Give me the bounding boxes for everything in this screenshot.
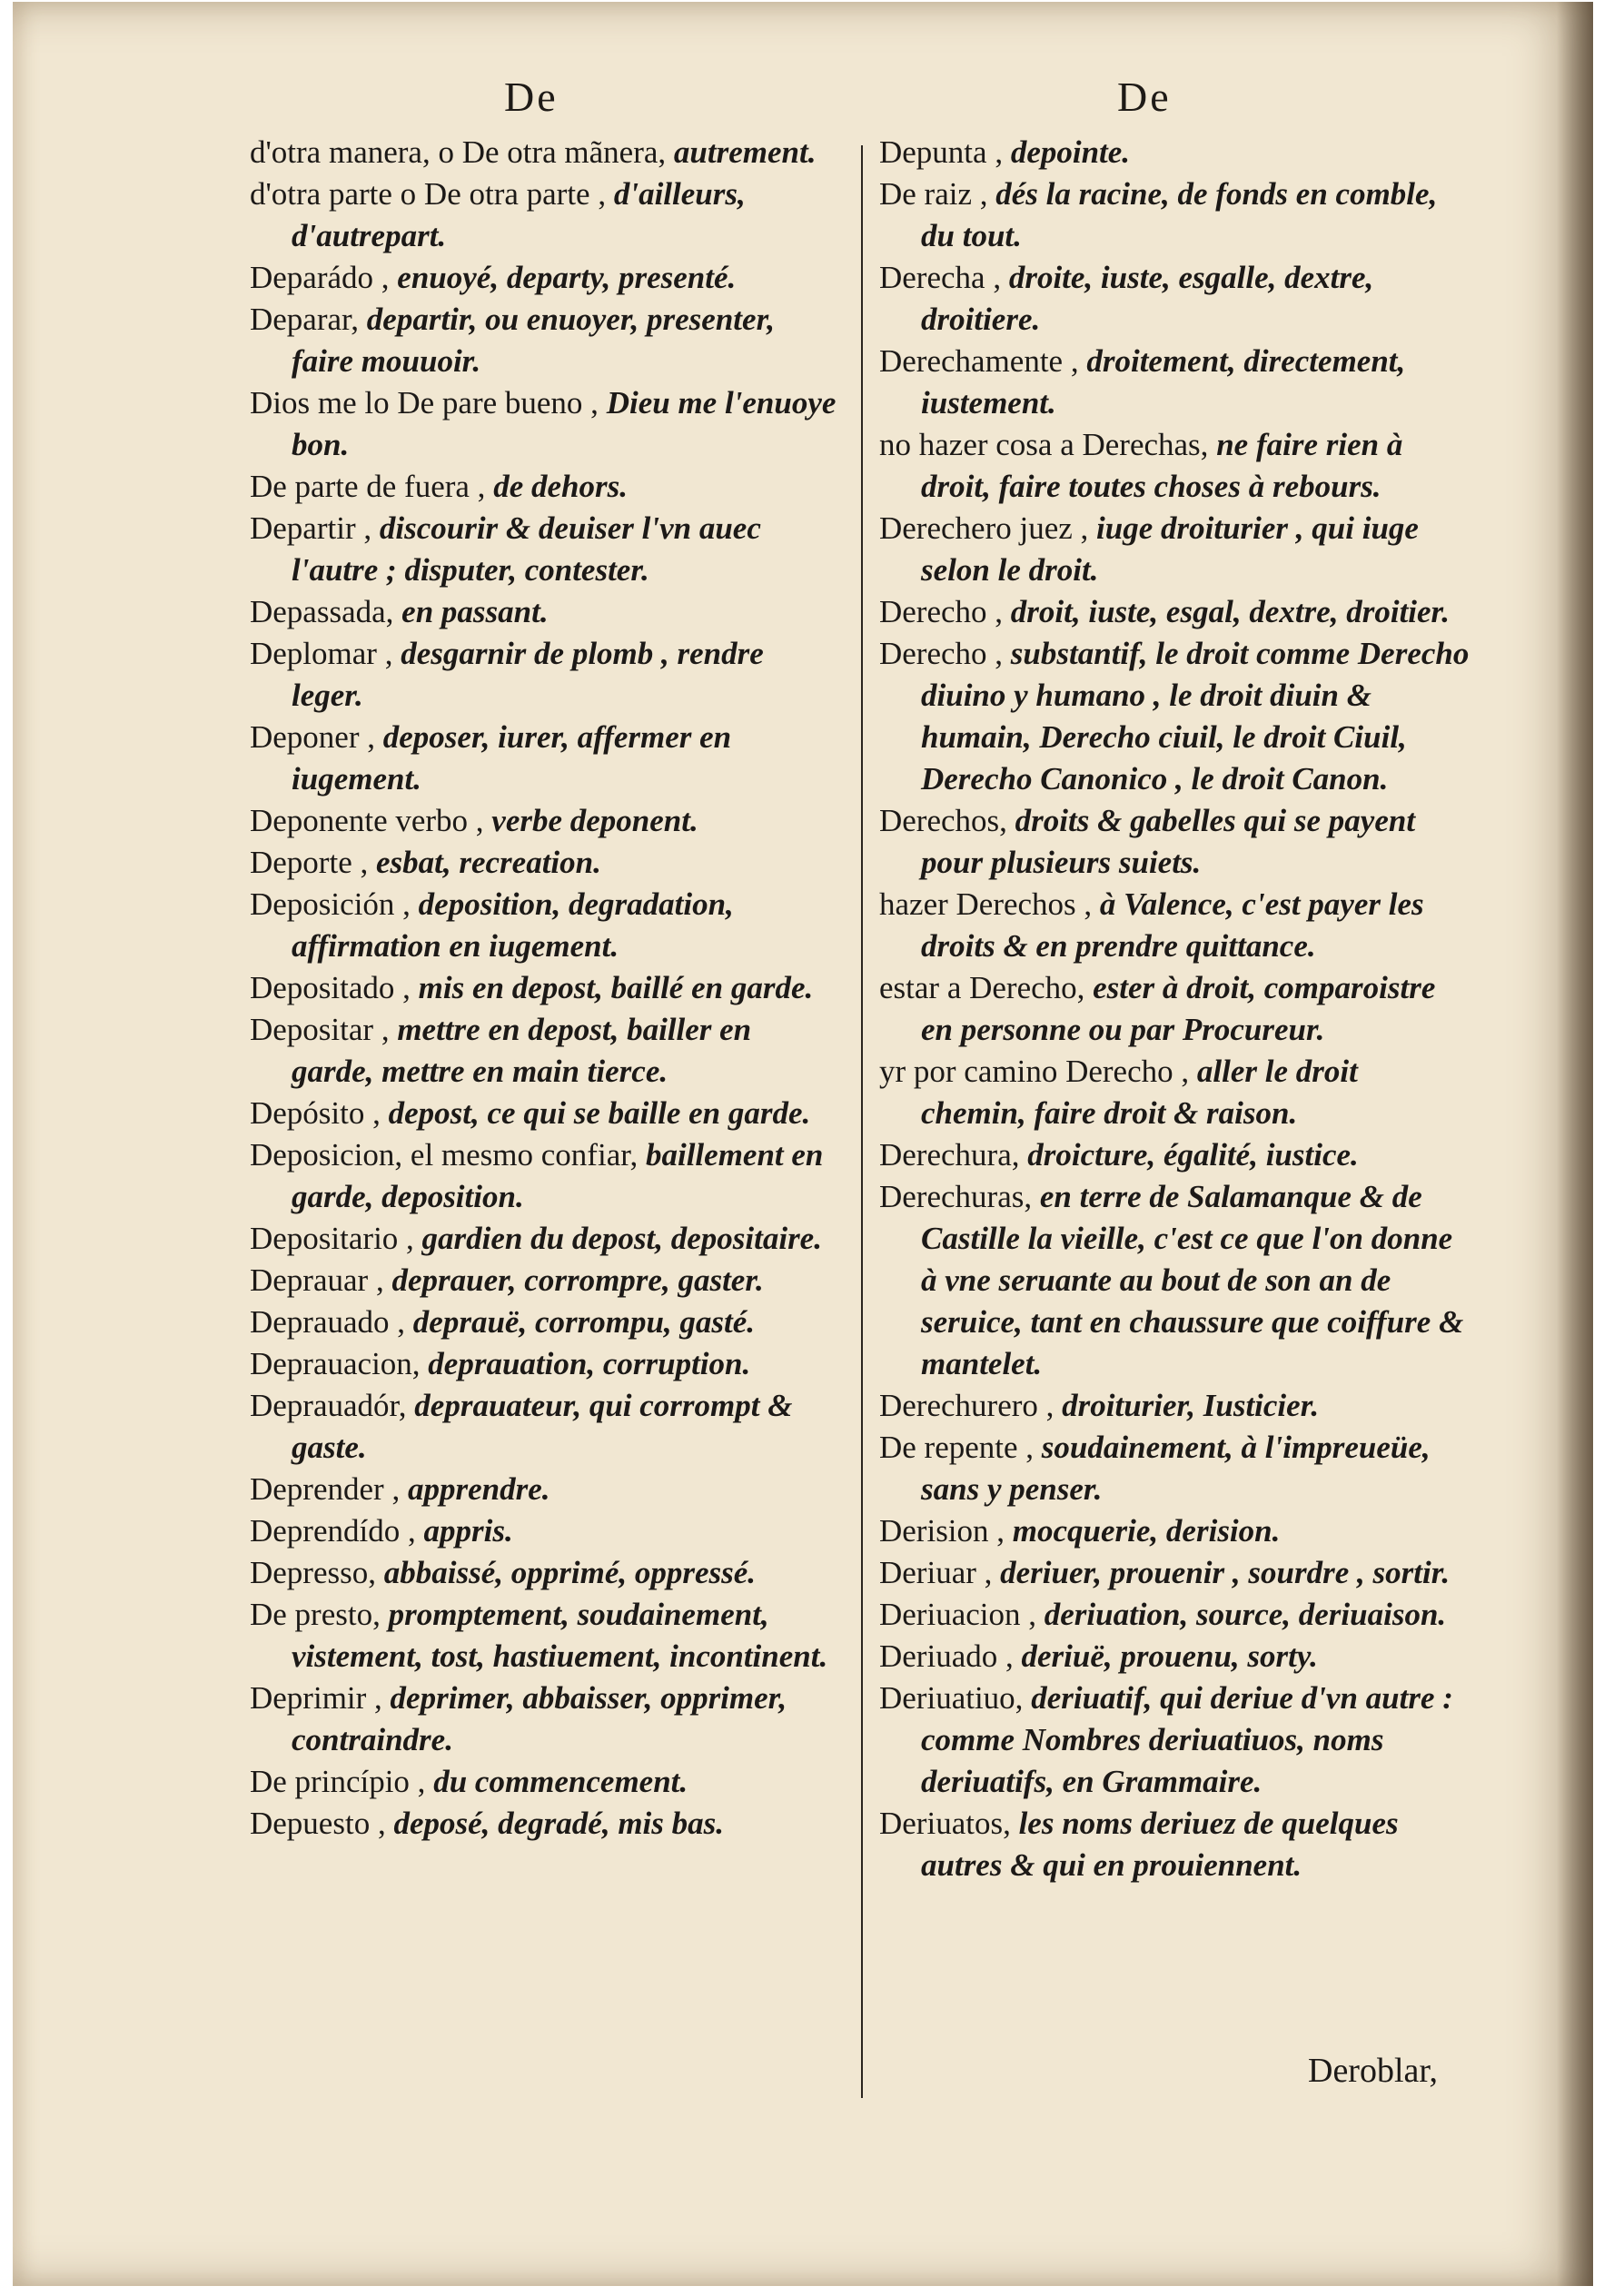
entry-translation: soudainement, à l'impreueüe, sans y penser. bbox=[921, 1430, 1431, 1507]
entry-headword: Depuesto , bbox=[250, 1806, 394, 1841]
dictionary-entry bbox=[879, 1803, 1470, 1886]
dictionary-entry bbox=[879, 1552, 1470, 1594]
dictionary-entry bbox=[879, 257, 1470, 341]
dictionary-entry bbox=[250, 1552, 840, 1594]
dictionary-entry bbox=[879, 1510, 1470, 1552]
entry-headword: Depunta , bbox=[879, 134, 1011, 170]
entry-headword: Departir , bbox=[250, 510, 380, 546]
entry-headword: Dios me lo De pare bueno , bbox=[250, 385, 607, 421]
entry-headword: Derechuras, bbox=[879, 1179, 1040, 1214]
entry-translation: droicture, égalité, iustice. bbox=[1027, 1137, 1359, 1173]
dictionary-entry bbox=[250, 1343, 840, 1385]
entry-translation: deposer, iurer, affermer en iugement. bbox=[292, 719, 732, 797]
dictionary-entry bbox=[250, 299, 840, 382]
entry-translation: droiturier, Iusticier. bbox=[1062, 1388, 1320, 1423]
entry-translation: deriuë, prouenu, sorty. bbox=[1021, 1638, 1318, 1674]
dictionary-entry bbox=[250, 1301, 840, 1343]
dictionary-entry bbox=[879, 1176, 1470, 1385]
dictionary-entry bbox=[879, 341, 1470, 424]
dictionary-entry bbox=[879, 1677, 1470, 1803]
entry-headword: Derechura, bbox=[879, 1137, 1028, 1173]
entry-translation: deprauateur, qui corrompt & gaste. bbox=[292, 1388, 793, 1465]
dictionary-entry bbox=[879, 132, 1470, 173]
column-divider bbox=[861, 145, 863, 2098]
entry-headword: hazer Derechos , bbox=[879, 886, 1100, 922]
entry-translation: deriuer, prouenir , sourdre , sortir. bbox=[1000, 1555, 1451, 1590]
entry-translation: Dieu me l'enuoye bon. bbox=[292, 385, 837, 462]
entry-headword: Depósito , bbox=[250, 1095, 389, 1131]
entry-translation: en terre de Salamanque & de Castille la vieille, c'est ce que l'on donne à vne seruante au bout de son an de seruice, tant en chaussure que coiffure & mantelet. bbox=[921, 1179, 1464, 1381]
dictionary-entry bbox=[250, 591, 840, 633]
entry-translation: deprauë, corrompu, gasté. bbox=[412, 1304, 756, 1340]
dictionary-entry bbox=[879, 1051, 1470, 1134]
dictionary-entry bbox=[250, 1134, 840, 1218]
entry-headword: Deriuatos, bbox=[879, 1806, 1019, 1841]
dictionary-entry bbox=[879, 1385, 1470, 1427]
entry-headword: Deprauado , bbox=[250, 1304, 413, 1340]
entry-translation: apprendre. bbox=[407, 1471, 550, 1507]
entry-headword: Depassada, bbox=[250, 594, 402, 629]
entry-headword: Deposicion, el mesmo confiar, bbox=[250, 1137, 646, 1173]
entry-headword: Deprimir , bbox=[250, 1680, 391, 1716]
entry-headword: Depresso, bbox=[250, 1555, 384, 1590]
entry-translation: en passant. bbox=[401, 594, 549, 629]
entry-translation: autrement. bbox=[673, 134, 817, 170]
entry-translation: verbe deponent. bbox=[491, 803, 698, 838]
entry-translation: d'ailleurs, d'autrepart. bbox=[292, 176, 746, 253]
entry-translation: aller le droit chemin, faire droit & raison. bbox=[921, 1054, 1358, 1131]
entry-headword: Derision , bbox=[879, 1513, 1013, 1549]
entry-headword: Derecha , bbox=[879, 260, 1009, 295]
entry-translation: depointe. bbox=[1010, 134, 1131, 170]
entry-headword: Derecho , bbox=[879, 636, 1011, 671]
entry-translation: esbat, recreation. bbox=[375, 845, 601, 880]
entry-translation: de dehors. bbox=[493, 469, 628, 504]
dictionary-entry bbox=[250, 508, 840, 591]
dictionary-entry bbox=[879, 591, 1470, 633]
dictionary-entry bbox=[250, 800, 840, 842]
entry-headword: Depositario , bbox=[250, 1221, 422, 1256]
entry-translation: dés la racine, de fonds en comble, du tout. bbox=[921, 176, 1438, 253]
entry-translation: deriuation, source, deriuaison. bbox=[1044, 1597, 1447, 1632]
dictionary-entry bbox=[879, 1594, 1470, 1636]
entry-headword: Deponente verbo , bbox=[250, 803, 492, 838]
dictionary-entry bbox=[879, 1427, 1470, 1510]
entry-translation: mocquerie, derision. bbox=[1012, 1513, 1281, 1549]
dictionary-entry bbox=[250, 1469, 840, 1510]
entry-headword: De raiz , bbox=[879, 176, 996, 212]
entry-translation: droitement, directement, iustement. bbox=[921, 343, 1406, 421]
entry-headword: Deporte , bbox=[250, 845, 376, 880]
dictionary-entry bbox=[250, 466, 840, 508]
entry-headword: Deprauar , bbox=[250, 1262, 392, 1298]
entry-translation: discourir & deuiser l'vn auec l'autre ; disputer, contester. bbox=[292, 510, 761, 588]
dictionary-entry bbox=[250, 173, 840, 257]
dictionary-entry bbox=[879, 1134, 1470, 1176]
entry-headword: De presto, bbox=[250, 1597, 389, 1632]
entry-headword: De parte de fuera , bbox=[250, 469, 494, 504]
entry-headword: Derechero juez , bbox=[879, 510, 1097, 546]
dictionary-entry bbox=[879, 800, 1470, 884]
dictionary-entry bbox=[250, 1218, 840, 1260]
entry-translation: ne faire rien à droit, faire toutes choses à rebours. bbox=[921, 427, 1403, 504]
entry-headword: Deparádo , bbox=[250, 260, 398, 295]
entry-headword: Derechos, bbox=[879, 803, 1015, 838]
entry-headword: no hazer cosa a Derechas, bbox=[879, 427, 1217, 462]
dictionary-entry bbox=[250, 1260, 840, 1301]
entry-headword: Deplomar , bbox=[250, 636, 401, 671]
entry-headword: Derechurero , bbox=[879, 1388, 1063, 1423]
entry-translation: deposé, degradé, mis bas. bbox=[393, 1806, 725, 1841]
dictionary-entry bbox=[879, 967, 1470, 1051]
entry-translation: deprimer, abbaisser, opprimer, contraindre. bbox=[292, 1680, 787, 1757]
entry-headword: Deprender , bbox=[250, 1471, 408, 1507]
entry-headword: Deposición , bbox=[250, 886, 419, 922]
dictionary-entry bbox=[250, 257, 840, 299]
entry-headword: Depositar , bbox=[250, 1012, 398, 1047]
entry-headword: Deparar, bbox=[250, 302, 367, 337]
entry-translation: substantif, le droit comme Derecho diuino y humano , le droit diuin & humain, Derecho ciuil, le droit Ciuil, Derecho Canonico , le droit Canon. bbox=[921, 636, 1470, 797]
dictionary-entry bbox=[250, 1677, 840, 1761]
right-column bbox=[879, 132, 1470, 1886]
entry-translation: droit, iuste, esgal, dextre, droitier. bbox=[1010, 594, 1450, 629]
entry-headword: estar a Derecho, bbox=[879, 970, 1094, 1005]
entry-translation: gardien du depost, depositaire. bbox=[421, 1221, 822, 1256]
entry-translation: promptement, soudainement, vistement, tost, hastiuement, incontinent. bbox=[292, 1597, 828, 1674]
entry-headword: Deponer , bbox=[250, 719, 383, 755]
entry-headword: yr por camino Derecho , bbox=[879, 1054, 1197, 1089]
entry-translation: enuoyé, departy, presenté. bbox=[397, 260, 737, 295]
entry-headword: Deriuatiuo, bbox=[879, 1680, 1032, 1716]
page-gutter-shadow bbox=[1557, 2, 1593, 2286]
dictionary-entry bbox=[250, 1761, 840, 1803]
entry-headword: Deprauadór, bbox=[250, 1388, 415, 1423]
dictionary-entry bbox=[250, 884, 840, 967]
entry-translation: deprauation, corruption. bbox=[428, 1346, 751, 1381]
entry-translation: mettre en depost, bailler en garde, mettre en main tierce. bbox=[292, 1012, 752, 1089]
entry-headword: Deprauacion, bbox=[250, 1346, 429, 1381]
entry-headword: De princípio , bbox=[250, 1764, 434, 1799]
dictionary-entry bbox=[250, 1385, 840, 1469]
entry-headword: Deriuacion , bbox=[879, 1597, 1045, 1632]
entry-translation: depost, ce qui se baille en garde. bbox=[388, 1095, 811, 1131]
right-running-head: De bbox=[1117, 74, 1172, 120]
entry-translation: baillement en garde, deposition. bbox=[292, 1137, 824, 1214]
dictionary-entry bbox=[250, 967, 840, 1009]
dictionary-entry bbox=[250, 1009, 840, 1093]
dictionary-entry bbox=[250, 132, 840, 173]
entry-headword: De repente , bbox=[879, 1430, 1042, 1465]
entry-translation: deriuatif, qui deriue d'vn autre : comme Nombres deriuatiuos, noms deriuatifs, en Grammaire. bbox=[921, 1680, 1453, 1799]
entry-headword: Deriuado , bbox=[879, 1638, 1022, 1674]
entry-translation: abbaissé, opprimé, oppressé. bbox=[383, 1555, 757, 1590]
dictionary-entry bbox=[250, 1510, 840, 1552]
dictionary-entry bbox=[250, 1093, 840, 1134]
entry-headword: Derecho , bbox=[879, 594, 1011, 629]
dictionary-entry bbox=[879, 884, 1470, 967]
entry-translation: ester à droit, comparoistre en personne ou par Procureur. bbox=[921, 970, 1436, 1047]
entry-translation: à Valence, c'est payer les droits & en prendre quittance. bbox=[921, 886, 1424, 964]
entry-translation: departir, ou enuoyer, presenter, faire mouuoir. bbox=[292, 302, 776, 379]
dictionary-entry bbox=[879, 508, 1470, 591]
left-running-head: De bbox=[504, 74, 559, 120]
entry-headword: Deriuar , bbox=[879, 1555, 1001, 1590]
dictionary-entry bbox=[250, 1594, 840, 1677]
entry-headword: Depositado , bbox=[250, 970, 419, 1005]
entry-translation: droite, iuste, esgalle, dextre, droitiere. bbox=[921, 260, 1374, 337]
dictionary-entry bbox=[250, 842, 840, 884]
left-column bbox=[250, 132, 840, 1845]
entry-headword: Derechamente , bbox=[879, 343, 1087, 379]
dictionary-entry bbox=[250, 717, 840, 800]
dictionary-entry bbox=[879, 173, 1470, 257]
entry-translation: deposition, degradation, affirmation en iugement. bbox=[292, 886, 734, 964]
entry-headword: d'otra parte o De otra parte , bbox=[250, 176, 614, 212]
dictionary-entry bbox=[250, 633, 840, 717]
entry-translation: appris. bbox=[423, 1513, 513, 1549]
entry-headword: Deprendído , bbox=[250, 1513, 424, 1549]
entry-headword: d'otra manera, o De otra mãnera, bbox=[250, 134, 674, 170]
dictionary-entry bbox=[250, 1803, 840, 1845]
entry-translation: du commencement. bbox=[433, 1764, 688, 1799]
entry-translation: iuge droiturier , qui iuge selon le droit. bbox=[921, 510, 1419, 588]
catchword: Deroblar, bbox=[1308, 2052, 1439, 2090]
dictionary-entry bbox=[250, 382, 840, 466]
entry-translation: deprauer, corrompre, gaster. bbox=[391, 1262, 764, 1298]
entry-translation: mis en depost, baillé en garde. bbox=[418, 970, 814, 1005]
entry-translation: les noms deriuez de quelques autres & qui en prouiennent. bbox=[921, 1806, 1399, 1883]
dictionary-entry bbox=[879, 633, 1470, 800]
dictionary-entry bbox=[879, 1636, 1470, 1677]
dictionary-entry bbox=[879, 424, 1470, 508]
entry-translation: droits & gabelles qui se payent pour plusieurs suiets. bbox=[921, 803, 1416, 880]
entry-translation: desgarnir de plomb , rendre leger. bbox=[292, 636, 764, 713]
